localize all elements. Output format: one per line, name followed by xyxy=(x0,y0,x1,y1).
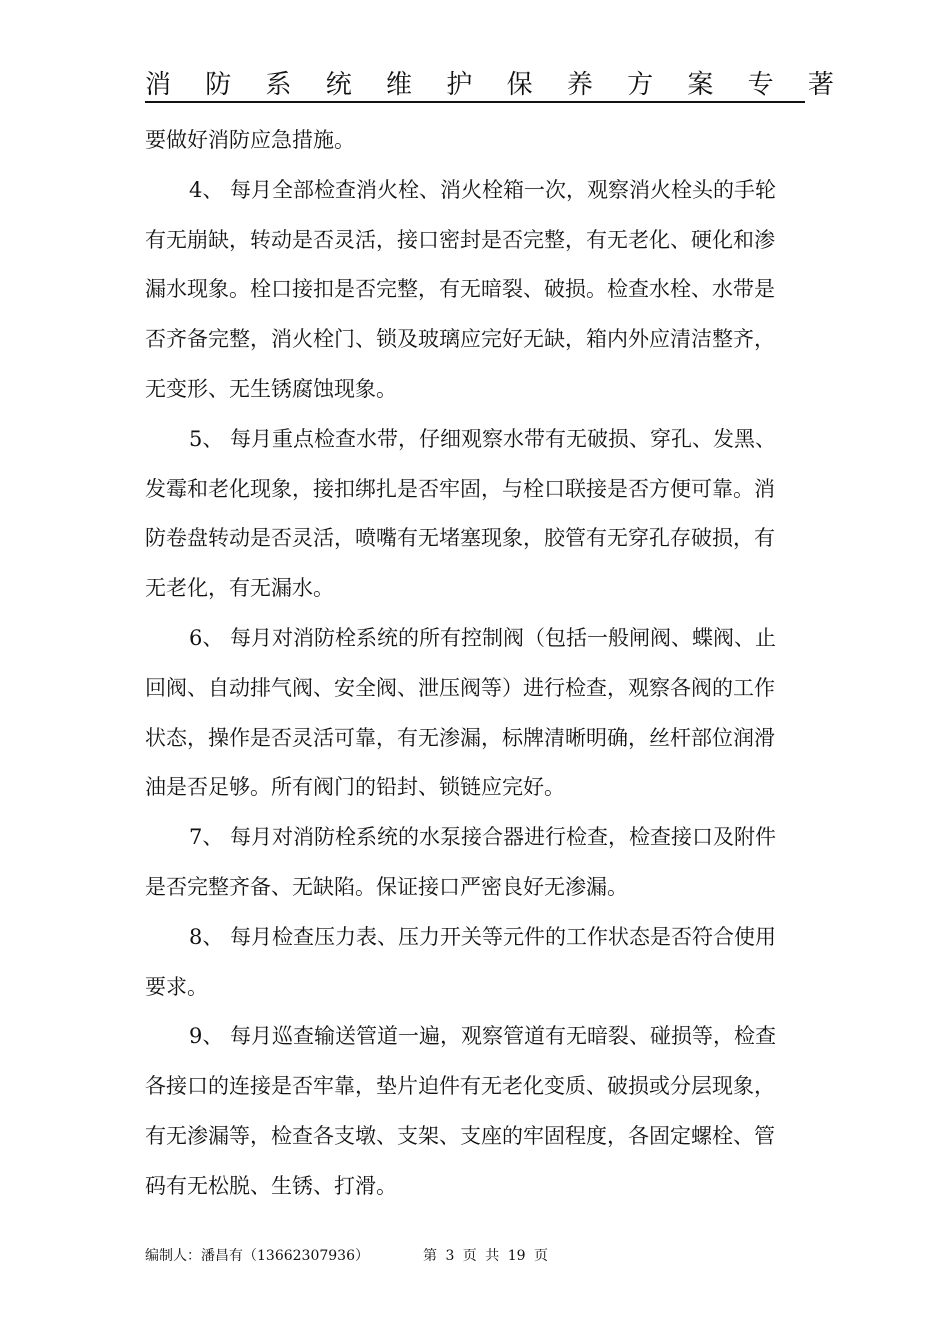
body-line: 无变形、无生锈腐蚀现象。 xyxy=(145,376,397,401)
body-line: 9、 每月巡查输送管道一遍，观察管道有无暗裂、碰损等，检查 xyxy=(189,1024,777,1049)
body-line: 8、 每月检查压力表、压力开关等元件的工作状态是否符合使用 xyxy=(189,924,777,949)
body-line: 发霉和老化现象，接扣绑扎是否牢固，与栓口联接是否方便可靠。消 xyxy=(145,476,775,501)
page-footer xyxy=(145,1246,805,1266)
body-line: 5、 每月重点检查水带，仔细观察水带有无破损、穿孔、发黑、 xyxy=(189,426,777,451)
body-line: 回阀、自动排气阀、安全阀、泄压阀等）进行检查，观察各阀的工作 xyxy=(145,675,775,700)
body-line: 有无崩缺，转动是否灵活，接口密封是否完整，有无老化、硬化和渗 xyxy=(145,227,775,252)
body-line: 7、 每月对消防栓系统的水泵接合器进行检查，检查接口及附件 xyxy=(189,825,777,850)
body-line: 防卷盘转动是否灵活，喷嘴有无堵塞现象，胶管有无穿孔存破损，有 xyxy=(145,526,775,551)
body-line: 码有无松脱、生锈、打滑。 xyxy=(145,1173,397,1198)
document-body xyxy=(145,116,805,1212)
body-line: 漏水现象。栓口接扣是否完整，有无暗裂、破损。检查水栓、水带是 xyxy=(145,277,775,302)
header-divider xyxy=(145,101,805,103)
body-line: 状态，操作是否灵活可靠，有无渗漏，标牌清晰明确，丝杆部位润滑 xyxy=(145,725,775,750)
body-line: 无老化，有无漏水。 xyxy=(145,576,334,601)
body-line: 是否完整齐备、无缺陷。保证接口严密良好无渗漏。 xyxy=(145,874,628,899)
body-line: 有无渗漏等，检查各支墩、支架、支座的牢固程度，各固定螺栓、管 xyxy=(145,1123,775,1148)
body-line: 6、 每月对消防栓系统的所有控制阀（包括一般闸阀、蝶阀、止 xyxy=(189,625,777,650)
body-line: 要做好消防应急措施。 xyxy=(145,128,355,152)
page-header-title: 消 防 系 统 维 护 保 养 方 案 专 著 xyxy=(145,70,847,100)
footer-editor: 编制人：潘昌有（13662307936） xyxy=(145,1248,369,1264)
body-line: 油是否足够。所有阀门的铅封、锁链应完好。 xyxy=(145,775,565,800)
body-line: 要求。 xyxy=(145,974,208,999)
body-line: 否齐备完整，消火栓门、锁及玻璃应完好无缺，箱内外应清洁整齐， xyxy=(145,327,775,352)
body-line: 各接口的连接是否牢靠，垫片迫件有无老化变质、破损或分层现象， xyxy=(145,1074,775,1099)
body-line: 4、 每月全部检查消火栓、消火栓箱一次，观察消火栓头的手轮 xyxy=(189,177,777,202)
footer-page-number: 第 3 页 共 19 页 xyxy=(423,1248,548,1264)
